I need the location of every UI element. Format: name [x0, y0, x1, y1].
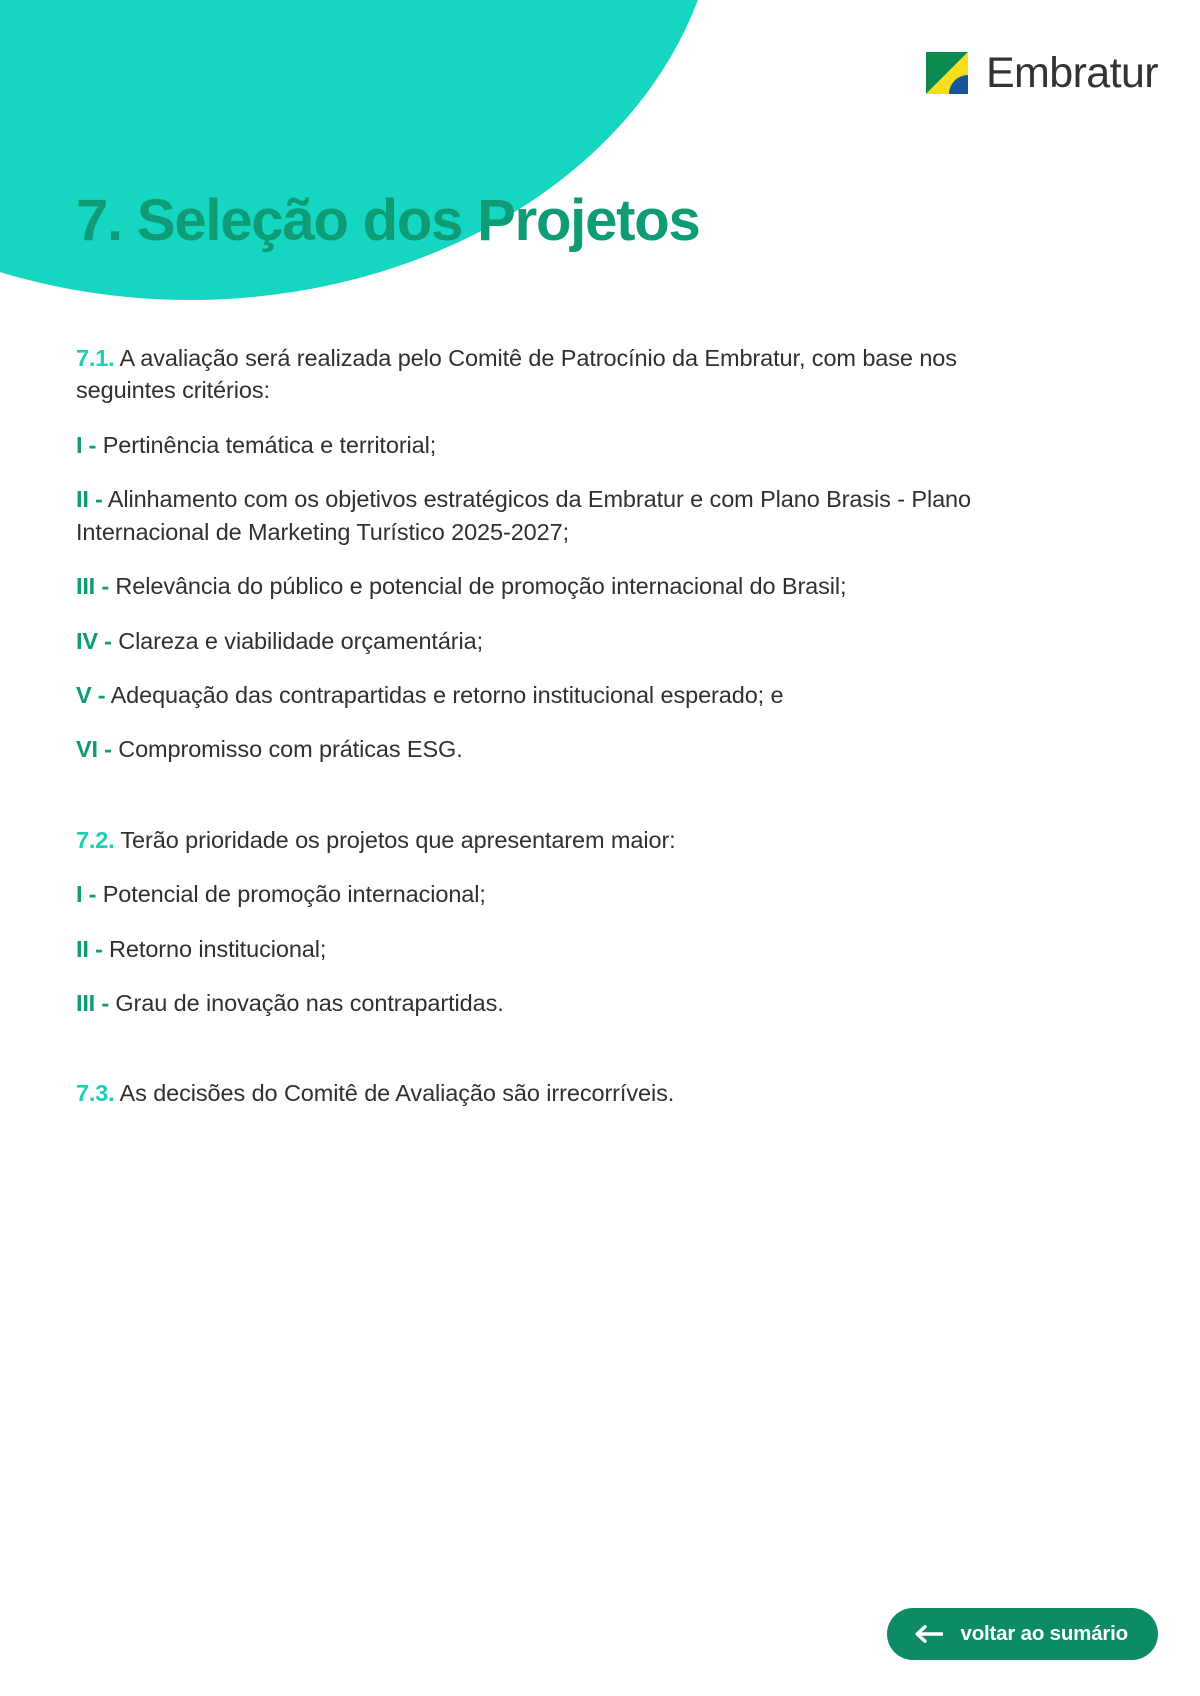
- list-item: [76, 429, 1030, 461]
- roman-numeral: IV -: [76, 627, 112, 654]
- list-item-text: Compromisso com práticas ESG.: [111, 736, 463, 763]
- list-item-text: Pertinência temática e territorial;: [96, 431, 437, 458]
- clause-text: As decisões do Comitê de Avaliação são irrecorríveis.: [114, 1080, 675, 1107]
- roman-numeral: VI -: [76, 736, 112, 763]
- list-item-text: Potencial de promoção internacional;: [96, 881, 486, 908]
- clause-number: 7.3.: [76, 1080, 115, 1107]
- clause-text: Terão prioridade os projetos que apresentarem maior:: [114, 826, 676, 853]
- list-item-text: Grau de inovação nas contrapartidas.: [108, 990, 504, 1017]
- page-title: 7. Seleção dos Projetos: [76, 187, 700, 253]
- clause-7-3: [76, 1077, 1030, 1109]
- roman-numeral: I -: [76, 881, 97, 908]
- clause-7-2: [76, 824, 1030, 856]
- list-item-text: Alinhamento com os objetivos estratégicos da Embratur e com Plano Brasis - Plano Internacional de Marketing Turístico 2025-2027;: [76, 486, 971, 545]
- list-item: [76, 625, 1030, 657]
- brand-wordmark: Embratur: [985, 48, 1158, 97]
- roman-numeral: II -: [76, 935, 103, 962]
- roman-numeral: V -: [76, 681, 106, 708]
- section-spacer: [76, 1041, 1030, 1077]
- list-item: [76, 733, 1030, 765]
- list-item: [76, 679, 1030, 711]
- roman-numeral: I -: [76, 431, 97, 458]
- back-to-summary-label: voltar ao sumário: [960, 1621, 1128, 1645]
- list-item-text: Clareza e viabilidade orçamentária;: [111, 627, 484, 654]
- list-item: [76, 483, 1030, 548]
- back-to-summary-button[interactable]: [887, 1608, 1159, 1660]
- list-item-text: Retorno institucional;: [102, 935, 327, 962]
- list-item: [76, 987, 1030, 1019]
- clause-number: 7.1.: [76, 345, 115, 371]
- section-spacer: [76, 788, 1030, 824]
- roman-numeral: II -: [76, 486, 103, 513]
- list-item-text: Adequação das contrapartidas e retorno institucional esperado; e: [105, 681, 784, 708]
- list-item: [76, 570, 1030, 602]
- clause-text: A avaliação será realizada pelo Comitê de Patrocínio da Embratur, com base nos seguintes critérios:: [76, 345, 957, 404]
- list-item: [76, 933, 1030, 965]
- embratur-flag-mark-icon: [924, 50, 970, 96]
- arrow-left-icon: [913, 1624, 943, 1644]
- clause-number: 7.2.: [76, 826, 115, 853]
- document-body: [76, 342, 1030, 1132]
- roman-numeral: III -: [76, 990, 109, 1017]
- brand-lockup: [924, 50, 1158, 96]
- header-decorative-blob: [0, 0, 720, 300]
- clause-7-1: [76, 342, 1030, 407]
- roman-numeral: III -: [76, 573, 109, 600]
- list-item: [76, 878, 1030, 910]
- list-item-text: Relevância do público e potencial de promoção internacional do Brasil;: [108, 573, 847, 600]
